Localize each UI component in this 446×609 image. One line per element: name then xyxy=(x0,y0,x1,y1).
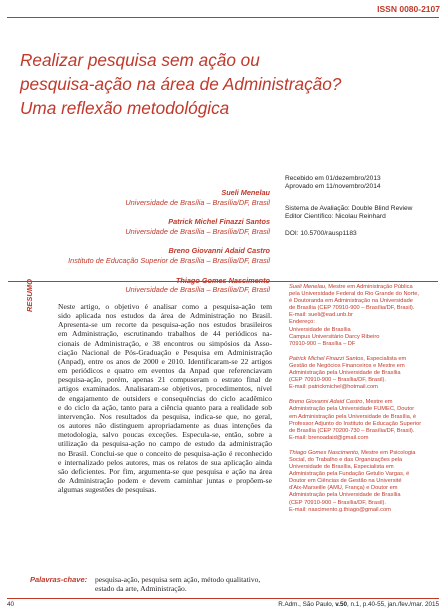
abstract-line: no Brasil. Conclui-se que o conceito de pesquisa-ação é reconhecido xyxy=(58,448,272,458)
author-block xyxy=(20,217,270,236)
section-rule xyxy=(8,281,438,282)
note-line: , Mestre em xyxy=(362,399,393,406)
note-line: de Brasília (CEP 70200-730 – Brasília/DF, Brasil). xyxy=(289,427,415,434)
evaluation-system: Sistema de Avaliação: Double Blind Review xyxy=(285,205,413,212)
receipt-dates xyxy=(285,175,425,191)
author-affiliation: Instituto de Educação Superior de Brasília – Brasília/DF, Brasil xyxy=(68,255,270,265)
note-line: d'Aix-Marseille (AMU, França) e Doutor em xyxy=(289,485,398,492)
keywords-line: pesquisa-ação, pesquisa sem ação, método qualitativo, xyxy=(95,575,261,584)
abstract-line: sido aplicada nos estudos da área de Administração no Brasil. xyxy=(58,311,272,321)
abstract-line: em periódicos e quatro em eventos da Anpad que referenciavam xyxy=(58,366,272,376)
article-title xyxy=(20,48,440,120)
note-line: , Especialista em xyxy=(363,355,407,362)
author-note xyxy=(289,284,437,348)
abstract-line: utilização da pesquisa-ação no campo de estudo da administração xyxy=(58,439,272,449)
issn-label: ISSN 0080-2107 xyxy=(377,4,440,14)
citation-volume: v.50 xyxy=(335,601,348,608)
author-name: Patrick Michel Finazzi Santos xyxy=(168,217,270,227)
abstract-line: e internalizado pelos autores, mas os relatos de sua aplicação ainda xyxy=(58,457,272,467)
note-author-name: Breno Giovanni Adaid Castro xyxy=(289,399,363,406)
note-line: Doutor em Ciências de Gestão na Université xyxy=(289,478,402,485)
note-line: Universidade de Brasília, Especialista em xyxy=(289,464,394,471)
abstract-line: Apresenta-se um recorte da pesquisa-ação nos estudos brasileiros xyxy=(58,320,272,330)
note-line: em Administração pela Universidade de Brasília, é xyxy=(289,413,417,420)
note-line: Endereço: xyxy=(289,319,315,326)
note-line: Campus Universitário Darcy Ribeiro xyxy=(289,333,380,340)
title-line: pesquisa-ação na área de Administração? xyxy=(20,74,342,94)
note-line: Universidade de Brasília xyxy=(289,326,351,333)
citation-suffix: , n.1, p.40-55, jan./fev./mar. 2015 xyxy=(347,601,439,608)
citation-prefix: R.Adm., São Paulo, xyxy=(278,601,336,608)
abstract-body xyxy=(58,302,272,494)
note-email: E-mail: sueli@ead.unb.br xyxy=(289,312,353,319)
keywords-line: estado da arte, Administração. xyxy=(95,584,187,594)
note-email: E-mail: patrickmichel@hotmail.com xyxy=(289,384,378,391)
note-line: Professor Adjunto do Instituto de Educação Superior xyxy=(289,420,422,427)
journal-citation xyxy=(278,601,439,608)
author-block xyxy=(20,188,270,207)
abstract-line: algumas sugestões de pesquisas. xyxy=(58,485,157,495)
note-author-name: Sueli Menelau xyxy=(289,284,326,290)
abstract-line: artigos examinados. Analisaram-se objetivos, procedimentos, nível xyxy=(58,384,272,394)
note-line: 70910-900 – Brasília – DF xyxy=(289,340,356,347)
keywords-heading: Palavras-chave: xyxy=(30,575,88,584)
abstract-line: pesquisa-ação, porém, apenas 21 compuseram o estrato final de xyxy=(58,375,272,385)
note-line: pela Universidade Federal do Rio Grande do Norte, xyxy=(289,291,419,298)
abstract-line: e do ciclo da ação, tanto para a ciência quanto para a realidade sob xyxy=(58,402,272,412)
author-list xyxy=(20,188,270,305)
author-note xyxy=(289,399,437,442)
note-line: , Mestre em Administração Pública xyxy=(325,284,413,290)
abstract-line: intervenção. Nos resultados da pesquisa, indica-se que, no geral, xyxy=(58,411,272,421)
author-block xyxy=(20,246,270,265)
title-line: Uma reflexão metodológica xyxy=(20,98,230,118)
note-line: , Mestre em Psicologia xyxy=(357,449,416,456)
abstract-line: (Anpad), entre os anos de 2000 e 2010. Identificaram-se 22 artigos xyxy=(58,356,272,366)
note-author-name: Thiago Gomes Nascimento xyxy=(289,449,358,456)
abstract-line: ciação Nacional de Pós-Graduação e Pesquisa em Administração xyxy=(58,347,272,357)
abstract-heading: RESUMO xyxy=(25,279,34,312)
abstract-line: em Administração, escrutinando trabalhos de 44 periódicos na- xyxy=(58,329,272,339)
bottom-rule xyxy=(7,598,439,599)
author-affiliation: Universidade de Brasília – Brasília/DF, Brasil xyxy=(125,197,270,207)
keywords-text xyxy=(95,575,275,593)
note-email: E-mail: nascimento.g.thiago@gmail.com xyxy=(289,506,391,513)
abstract-line: Neste artigo, o objetivo é analisar como a pesquisa-ação tem xyxy=(58,302,272,311)
evaluation-info xyxy=(285,205,425,221)
note-line: de Brasília (CEP 70910-900 – Brasília/DF, Brasil). xyxy=(289,305,415,312)
author-affiliation: Universidade de Brasília – Brasília/DF, Brasil xyxy=(125,285,270,295)
note-line: Administração pela Universidade FUMEC, Doutor xyxy=(289,406,415,413)
note-line: Administração pela Universidade de Brasília xyxy=(289,370,401,377)
note-line: Gestão de Negócios Financeiros e Mestre em xyxy=(289,362,405,369)
received-date: Recebido em 01/dezembro/2013 xyxy=(285,175,381,182)
author-affiliation: Universidade de Brasília – Brasília/DF, Brasil xyxy=(125,226,270,236)
author-note xyxy=(289,450,437,514)
note-line: Administração pela Fundação Getulio Vargas, é xyxy=(289,471,410,478)
abstract-line: são deficientes. Por fim, argumenta-se que pesquisa e ação na área xyxy=(58,466,272,476)
author-name: Sueli Menelau xyxy=(221,188,270,197)
note-line: é Doutoranda em Administração na Universidade xyxy=(289,298,413,305)
author-notes xyxy=(289,284,437,522)
author-block xyxy=(20,276,270,295)
note-line: (CEP 70910-900 – Brasília/DF, Brasil). xyxy=(289,377,386,384)
approved-date: Aprovado em 11/novembro/2014 xyxy=(285,183,381,190)
top-rule xyxy=(7,17,439,18)
note-line: Social, do Trabalho e das Organizações pela xyxy=(289,456,403,463)
doi-label: DOI: 10.5700/rausp1183 xyxy=(285,230,357,237)
author-name: Breno Giovanni Adaid Castro xyxy=(168,246,270,256)
scientific-editor: Editor Científico: Nicolau Reinhard xyxy=(285,213,386,220)
abstract-line: de engajamento de outsiders e consequências do ciclo acadêmico xyxy=(58,393,272,403)
note-line: (CEP 70910-900 – Brasília/DF, Brasil). xyxy=(289,499,386,506)
note-line: Administração pela Universidade de Brasília xyxy=(289,492,401,499)
abstract-line: metodologia, salvo poucas exceções. Especula-se, então, sobre a xyxy=(58,430,272,440)
title-line: Realizar pesquisa sem ação ou xyxy=(20,50,260,70)
note-email: E-mail: brenoadaid@gmail.com xyxy=(289,434,369,441)
abstract-line: os autores não distinguem apropriadamente as duas intenções da xyxy=(58,421,272,431)
abstract-line: cionais de Administração, e 38 encontros ou simpósios da Asso- xyxy=(58,338,272,348)
author-note xyxy=(289,356,437,391)
page-number: 40 xyxy=(7,601,15,608)
abstract-line: de Administração podem e devem caminhar juntas e propõem-se xyxy=(58,475,272,485)
note-author-name: Patrick Michel Finazzi Santos xyxy=(289,355,364,362)
